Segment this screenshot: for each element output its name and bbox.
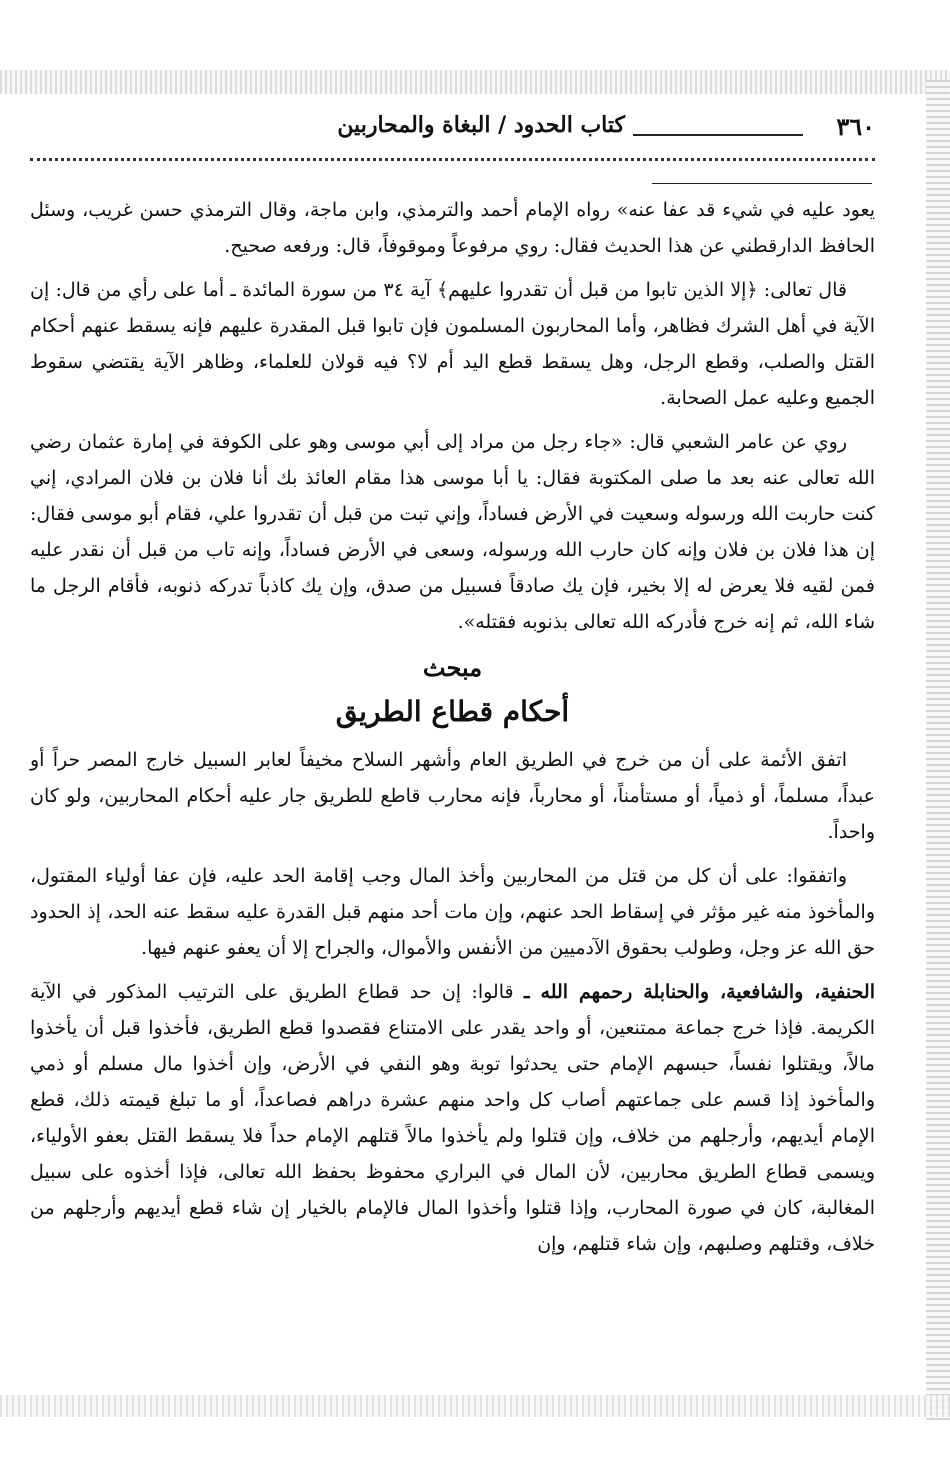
section-title: أحكام قطاع الطريق <box>335 695 570 728</box>
body-text <box>30 192 875 1270</box>
decorative-border-top <box>0 70 950 94</box>
paragraph-narration: روي عن عامر الشعبي قال: «جاء رجل من مراد إلى أبي موسى وهو على الكوفة في إمارة عثمان رضي الله تعالى عنه بعد ما صلى المكتوبة فقال: يا أبا موسى هذا مقام العائذ بك أنا فلان بن فلان المرادي، إني كنت حاربت الله ورسوله وسعيت في الأرض فساداً، وإني تبت من قبل أن تقدروا علي، فقام أبو موسى فقال: إن هذا فلان بن فلان وإنه كان حارب الله ورسوله، وسعى في الأرض فساداً، وإنه تاب من قبل أن نقدر عليه فمن لقيه فلا يعرض له إلا بخير، فإن يك صادقاً فسبيل من صدق، وإن يك كاذباً تدركه ذنوبه، فأقام الرجل ما شاء الله، ثم إنه خرج فأدركه الله تعالى بذنوبه فقتله». <box>30 431 875 633</box>
decorative-border-bottom <box>0 1395 950 1417</box>
paragraph-verse: قال تعالى: ﴿إلا الذين تابوا من قبل أن تقدروا عليهم﴾ آية ٣٤ من سورة المائدة ـ أما على رأي من قال: إن الآية في أهل الشرك فظاهر، وأما المحاربون المسلمون فإن تابوا قبل المقدرة عليهم فإنه يسقط عنهم أحكام القتل والصلب، وقطع الرجل، وهل يسقط قطع اليد أم لا؟ فيه قولان للعلماء، وظاهر الآية يقتضي سقوط الجميع وعليه عمل الصحابة. <box>30 279 875 409</box>
header-rule <box>633 134 803 136</box>
page-number: ٣٦٠ <box>836 112 875 141</box>
running-title: كتاب الحدود / البغاة والمحاربين <box>337 112 625 138</box>
schools-lead: الحنفية، والشافعية، والحنابلة رحمهم الله ـ <box>523 981 875 1003</box>
paragraph-agreement: اتفق الأئمة على أن من خرج في الطريق العام وأشهر السلاح مخيفاً لعابر السبيل خارج المصر حراً أو عبداً، مسلماً، أو ذمياً، أو مستأمناً، أو محارباً، فإنه محارب قاطع للطريق جار عليه أحكام المحاربين، ولو كان واحداً. <box>30 749 875 843</box>
paragraph-hadith-end: يعود عليه في شيء قد عفا عنه» رواه الإمام أحمد والترمذي، وابن ماجة، وقال الترمذي حسن غريب، وسئل الحافظ الدارقطني عن هذا الحديث فقال: روي مرفوعاً وموقوفاً، قال: ورفعه صحيح. <box>30 199 875 257</box>
header-dotted-rule <box>30 158 875 161</box>
continuation-rule <box>652 183 872 184</box>
section-label: مبحث <box>422 653 483 682</box>
schools-text: قالوا: إن حد قطاع الطريق على الترتيب المذكور في الآية الكريمة. فإذا خرج جماعة ممتنعين، أو واحد يقدر على الامتناع فقصدوا قطع الطريق، فأخذوا قبل أن يأخذوا مالاً، ويقتلوا نفساً، حبسهم الإمام حتى يحدثوا توبة وهو النفي في الأرض، وإن أخذوا مال مسلم أو ذمي والمأخوذ إذا قسم على جماعتهم أصاب كل واحد منهم عشرة دراهم فصاعداً، أو ما تبلغ قيمته ذلك، قطع الإمام أيديهم، وأرجلهم من خلاف، وإن قتلوا ولم يأخذوا مالاً قتلهم الإمام حداً فلا يسقط القتل بعفو الأولياء، ويسمى قطاع الطريق محاربين، لأن المال في البراري محفوظ بحفظ الله تعالى، فإذا أخذوه على سبيل المغالبة، كان في صورة المحارب، وإذا قتلوا وأخذوا المال فالإمام بالخيار إن شاء قطع أيديهم وأرجلهم من خلاف، وقتلهم وصلبهم، وإن شاء قتلهم، وإن <box>30 981 875 1255</box>
paragraph-schools <box>30 974 875 1262</box>
decorative-border-right <box>926 80 950 1420</box>
page-header <box>30 108 875 152</box>
paragraph-agreement-2: واتفقوا: على أن كل من قتل من المحاربين وأخذ المال وجب إقامة الحد عليه، فإن عفا أولياء المقتول، والمأخوذ منه غير مؤثر في إسقاط الحد عنهم، وإن مات أحد منهم قبل القدرة عليه سقط عنه الحد، إذ الحدود حق الله عز وجل، وطولب بحقوق الآدميين من الأنفس والأموال، والجراح إلا أن يعفو عنهم فيها. <box>30 865 875 959</box>
